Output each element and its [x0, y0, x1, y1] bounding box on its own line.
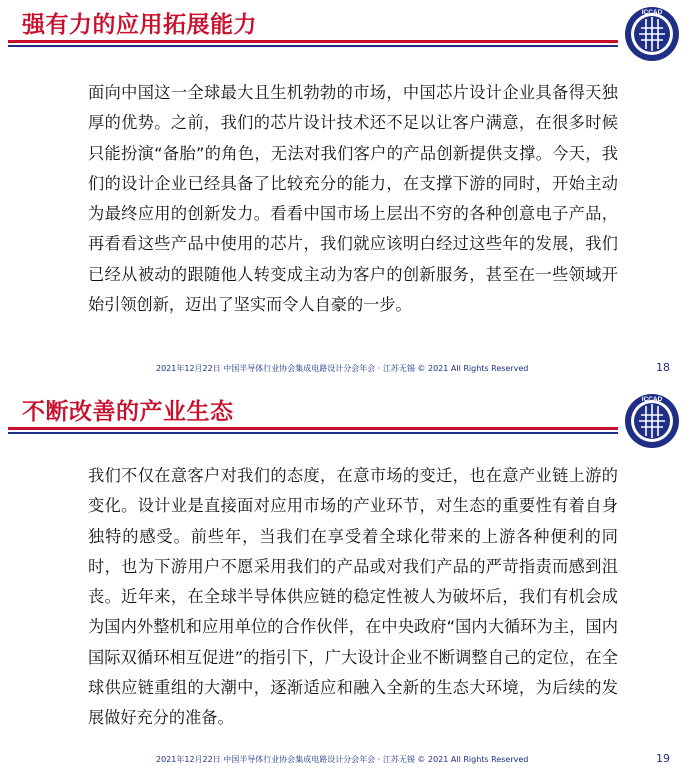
footer-text: 2021年12月22日 中国半导体行业协会集成电路设计分会年会 · 江苏无锡 © 2021 All Rights Reserved: [156, 364, 529, 373]
slide-19: [0, 387, 690, 774]
page-number: 19: [656, 752, 670, 765]
body-paragraph: 我们不仅在意客户对我们的态度，在意市场的变迁，也在意产业链上游的变化。设计业是直接面对应用市场的产业环节，对生态的重要性有着自身独特的感受。前些年，当我们在享受着全球化带来的上游各种便利的同时，也为下游用户不愿采用我们的产品或对我们产品的严苛指责而感到沮丧。近年来，在全球半导体供应链的稳定性被人为破坏后，我们有机会成为国内外整机和应用单位的合作伙伴，在中央政府“国内大循环为主，国内国际双循环相互促进”的指引下，广大设计企业不断调整自己的定位，在全球供应链重组的大潮中，逐渐适应和融入全新的生态大环境，为后续的发展做好充分的准备。: [88, 466, 618, 728]
slide-footer: [0, 361, 690, 375]
slide-title: 强有力的应用拓展能力: [22, 12, 257, 38]
title-rule-blue: [8, 432, 618, 434]
page-number: 18: [656, 361, 670, 374]
iccad-logo-icon: [624, 393, 680, 449]
slide-footer: [0, 752, 690, 766]
body-paragraph: 面向中国这一全球最大且生机勃勃的市场，中国芯片设计企业具备得天独厚的优势。之前，我们的芯片设计技术还不足以让客户满意，在很多时候只能扮演“备胎”的角色，无法对我们客户的产品创新提供支撑。今天，我们的设计企业已经具备了比较充分的能力，在支撑下游的同时，开始主动为最终应用的创新发力。看看中国市场上层出不穷的各种创意电子产品，再看看这些产品中使用的芯片，我们就应该明白经过这些年的发展，我们已经从被动的跟随他人转变成主动为客户的创新服务，甚至在一些领域开始引领创新，迈出了坚实而令人自豪的一步。: [88, 83, 618, 315]
footer-text: 2021年12月22日 中国半导体行业协会集成电路设计分会年会 · 江苏无锡 © 2021 All Rights Reserved: [156, 755, 529, 764]
slide-title: 不断改善的产业生态: [22, 399, 234, 425]
title-rule-red: [8, 40, 618, 43]
title-rule-blue: [8, 45, 618, 47]
logo-text: ICCAD: [641, 396, 663, 403]
iccad-logo-icon: [624, 6, 680, 62]
title-rule-red: [8, 427, 618, 430]
logo-text: ICCAD: [641, 9, 663, 16]
